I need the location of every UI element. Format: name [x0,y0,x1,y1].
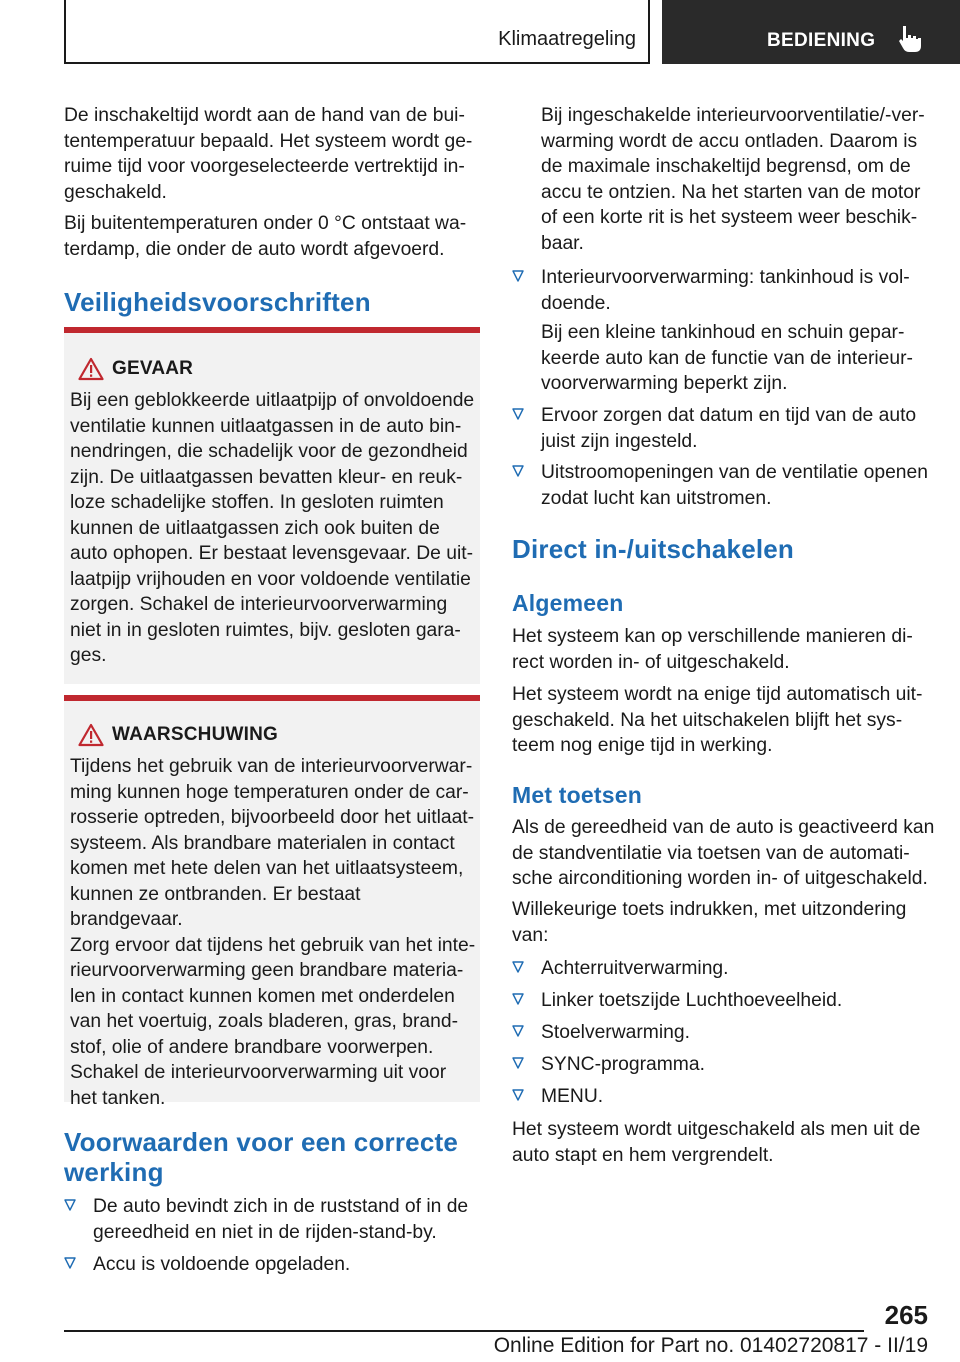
list-item [512,988,942,1014]
text-line: het tanken. [70,1087,166,1109]
direct-heading: Direct in-/uitschakelen [512,534,795,564]
text-line: gereedheid en niet in de rijden-stand-by. [93,1221,437,1243]
chapter-tab [662,0,960,64]
text-line: de standventilatie via toetsen van de automati- [512,842,910,864]
general-paragraph-2 [512,682,942,759]
page-number: 265 [884,1300,928,1330]
triangle-bullet-icon [512,961,524,974]
list-item-text [541,460,928,511]
text-line: ventilatie kunnen uitlaatgassen in de auto bin- [70,415,462,437]
text-line: zijn. De uitlaatgassen bevatten kleur- en reuk- [70,466,463,488]
triangle-bullet-icon [512,270,524,283]
safety-heading: Veiligheidsvoorschriften [64,287,371,317]
triangle-bullet-icon [512,408,524,421]
text-line: De auto bevindt zich in de ruststand of in de [93,1196,469,1217]
text-line: Bij buitentemperaturen onder 0 °C ontstaat wa- [64,213,467,234]
list-item-text [541,265,910,316]
warning-title: WAARSCHUWING [112,724,278,745]
text-line: auto stapt en hem vergrendelt. [512,1144,774,1166]
text-line: geschakeld. [64,181,167,203]
text-line: niet in in gesloten ruimtes, bijv. gesloten gara- [70,619,461,641]
warning-text [70,754,478,1111]
text-line: baar. [541,232,584,254]
text-line: stof, olie of andere brandbare voorwerpen. [70,1036,434,1058]
list-item [64,1194,484,1246]
text-line: Bij een kleine tankinhoud en schuin gepar- [541,322,905,343]
conditions-heading [64,1127,484,1187]
heading-line: Voorwaarden voor een correcte [64,1127,459,1157]
text-line: van: [512,924,549,946]
text-line: kunnen de uitlaatgassen zich ook buiten de [70,517,440,539]
text-line: Interieurvoorverwarming: tankinhoud is vol- [541,267,910,288]
keys-paragraph-3 [512,1117,942,1168]
intro-paragraph-2 [64,211,484,262]
pointing-hand-icon [898,24,924,54]
triangle-bullet-icon [64,1199,76,1212]
triangle-bullet-icon [512,993,524,1006]
text-line: systeem. Als brandbare materialen in contact [70,832,455,854]
text-line: Tijdens het gebruik van de interieurvoorverwar- [70,756,473,777]
list-item-text: SYNC-programma. [541,1054,705,1075]
text-line: Willekeurige toets indrukken, met uitzondering [512,899,907,920]
text-line: kunnen ze ontbranden. Er bestaat brandgevaar. [70,883,361,930]
text-line: ges. [70,645,107,666]
text-line: Bij een geblokkeerde uitlaatpijp of onvoldoende [70,390,475,411]
general-heading: Algemeen [512,590,624,616]
triangle-bullet-icon [512,1057,524,1070]
chapter-title: BEDIENING [767,30,876,51]
list-item [512,460,942,512]
text-line: komen met hete delen van het uitlaatsysteem, [70,858,464,879]
heading-line: werking [64,1157,164,1187]
warning-box [64,695,480,1109]
text-line: loze schadelijke stoffen. In gesloten ruimten [70,492,444,513]
keys-paragraph-1 [512,815,942,892]
text-line: ruime tijd voor voorgeselecteerde vertrektijd in- [64,156,465,177]
list-item-text [93,1194,468,1245]
triangle-bullet-icon [512,465,524,478]
text-line: terdamp, die onder de auto wordt afgevoerd. [64,238,445,260]
text-line: doende. [541,292,611,314]
text-line: rosserie optreden, bijvoorbeeld door het uitlaat- [70,807,475,828]
text-line: rieurvoorverwarming geen brandbare materia- [70,960,464,981]
footer-rule [64,1330,864,1332]
edition-note: Online Edition for Part no. 01402720817 - II/19 [493,1334,928,1357]
general-paragraph-1 [512,624,942,675]
text-line: Het systeem wordt uitgeschakeld als men uit de [512,1119,921,1140]
list-item-text: Stoelverwarming. [541,1022,690,1043]
triangle-bullet-icon [512,1025,524,1038]
text-line: zorgen. Schakel de interieurvoorverwarming [70,594,448,615]
list-item [512,403,942,455]
list-item-text: Linker toetszijde Luchthoeveelheid. [541,990,843,1011]
danger-title: GEVAAR [112,358,194,379]
list-item-note [541,320,941,397]
list-item [512,265,942,317]
text-line: zodat lucht kan uitstromen. [541,487,772,509]
danger-box-bar [64,327,480,333]
list-item [512,1020,942,1046]
text-line: warming wordt de accu ontladen. Daarom is [541,130,918,152]
text-line: voorverwarming beperkt zijn. [541,373,788,394]
text-line: geschakeld. Na het uitschakelen blijft het sys- [512,709,903,731]
text-line: nendringen, die schadelijk voor de gezondheid [70,441,468,462]
text-line: ming kunnen hoge temperaturen onder de car- [70,781,469,803]
text-line: de maximale inschakeltijd begrensd, om de [541,156,911,177]
keys-heading: Met toetsen [512,782,642,808]
text-line: laatpijp vrijhouden en voor voldoende ventilatie [70,568,471,590]
text-line: teem nog enige tijd in werking. [512,735,773,756]
list-item-text: MENU. [541,1086,604,1107]
warning-triangle-icon [78,723,104,747]
text-line: juist zijn ingesteld. [541,430,698,452]
continuation-paragraph [541,103,941,256]
text-line: sche airconditioning worden in- of uitgeschakeld. [512,868,928,889]
text-line: Bij ingeschakelde interieurvoorventilatie/-ver- [541,105,925,126]
list-item [512,1084,942,1110]
list-item [512,1052,942,1078]
triangle-bullet-icon [512,1089,524,1102]
text-line: tentemperatuur bepaald. Het systeem wordt ge- [64,130,473,152]
text-line: Accu is voldoende opgeladen. [93,1254,351,1275]
text-line: Ervoor zorgen dat datum en tijd van de auto [541,405,917,426]
text-line: van het voertuig, zoals bladeren, gras, brand- [70,1011,458,1032]
text-line: Als de gereedheid van de auto is geactiveerd kan [512,817,935,838]
text-line: accu te ontzien. Na het starten van de motor [541,181,921,203]
list-item-text [93,1252,350,1278]
text-line: Uitstroomopeningen van de ventilatie openen [541,462,928,483]
header-rule-mid [648,0,650,64]
warning-triangle-icon [78,357,104,381]
text-line: Zorg ervoor dat tijdens het gebruik van het inte- [70,934,476,956]
header-rule-left [64,0,66,64]
text-line: Het systeem wordt na enige tijd automatisch uit- [512,684,923,705]
list-item-text: Achterruitverwarming. [541,958,729,979]
text-line: Schakel de interieurvoorverwarming uit voor [70,1062,447,1083]
danger-text [70,388,478,669]
danger-box [64,327,480,684]
triangle-bullet-icon [64,1257,76,1270]
text-line: keerde auto kan de functie van de interieur- [541,347,913,369]
keys-paragraph-2 [512,897,942,948]
list-item [64,1252,484,1278]
text-line: De inschakeltijd wordt aan de hand van de bui- [64,105,465,126]
section-title: Klimaatregeling [498,28,636,50]
text-line: auto ophopen. Er bestaat levensgevaar. De uit- [70,543,474,564]
warning-box-bar [64,695,480,701]
intro-paragraph-1 [64,103,484,205]
text-line: of een korte rit is het systeem weer beschik- [541,207,918,228]
header-rule-bottom [64,62,650,64]
list-item-text [541,403,916,454]
text-line: Het systeem kan op verschillende manieren di- [512,626,913,647]
text-line: len in contact kunnen komen met onderdelen [70,985,455,1007]
list-item [512,956,942,982]
text-line: rect worden in- of uitgeschakeld. [512,651,790,673]
